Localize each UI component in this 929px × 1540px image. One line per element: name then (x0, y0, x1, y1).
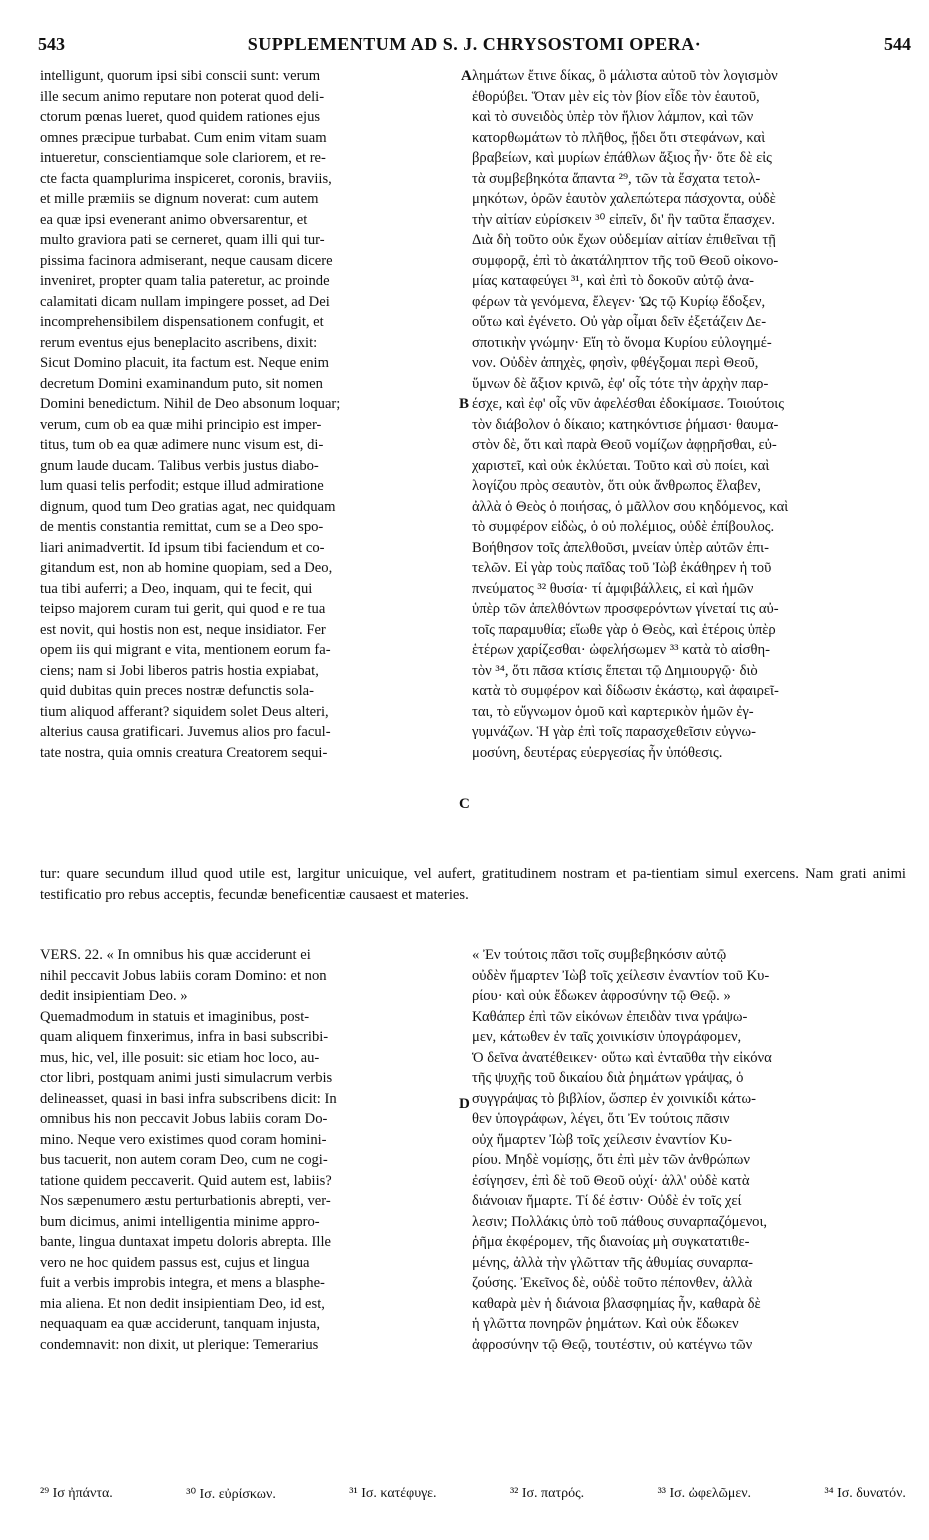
running-title: SUPPLEMENTUM AD S. J. CHRYSOSTOMI OPERA· (247, 34, 702, 54)
text-line: νον. Οὐδὲν ἀπηχὲς, φησὶν, φθέγξομαι περὶ Θεοῦ, (472, 355, 759, 371)
text-line: χαριστεῖ, καὶ οὐκ ἐκλύεται. Τοῦτο καὶ σὺ ποίει, καὶ (472, 457, 770, 474)
text-line: rerum eventus ejus beneplacito ascribens, dixit: (40, 334, 318, 351)
text-line: vero ne hoc quidem passus est, cujus et lingua (40, 1254, 310, 1271)
latin-column-upper (40, 66, 458, 763)
text-line: λογίζου πρὸς σεαυτὸν, ὅτι οὐκ ἄνθρωπος ἔλαβεν, (472, 478, 761, 494)
text-line: ea quæ ipsi evenerant animo obversarentur, et (40, 211, 308, 228)
text-line: τὴν αἰτίαν εὑρίσκειν ³⁰ εἰπεῖν, δι' ἣν ταῦτα ἔπασχεν. (472, 211, 776, 228)
text-line: verum, cum ob ea quæ mihi principio est imper- (40, 416, 322, 433)
text-line: mia aliena. Et non dedit insipientiam Deo, id est, (40, 1295, 325, 1312)
text-line: delineasset, quasi in basi infra subscribens dicit: In (40, 1090, 337, 1107)
text-line: τελῶν. Εἰ γὰρ τοὺς παῖδας τοῦ Ἰὼβ ἐκάθηρεν ἡ τοῦ (472, 560, 772, 576)
text-line: decretum Domini examinandum puto, sit nomen (40, 375, 323, 392)
text-line: gitandum est, non ab homine quopiam, sed a Deo, (40, 560, 333, 576)
text-line: Βοήθησον τοῖς ἀπελθοῦσι, μνείαν ὑπὲρ αὐτῶν ἐπι- (472, 539, 769, 556)
text-line: gnum laude ducam. Talibus verbis justus diabo- (40, 457, 319, 474)
text-line: έσχε, καὶ ἐφ' οἷς νῦν ἀφελέσθαι ἐδοκίμασε. Τοιούτοις (472, 396, 784, 412)
text-line: tate nostra, quia omnis creatura Creatorem sequi- (40, 744, 328, 761)
text-line: dedit insipientiam Deo. » (40, 988, 188, 1004)
section-marker-b: B (459, 396, 470, 412)
text-line: καθαρὰ μὲν ἡ διάνοια βλασφημίας ἦν, καθαρὰ δὲ (472, 1295, 761, 1312)
text-line: bante, lingua duntaxat impetu doloris abrepta. Ille (40, 1234, 331, 1250)
text-line: ille secum animo reputare non poterat quod deli- (40, 88, 325, 105)
text-line: pissima facinora admiserant, neque causam dicere (40, 252, 333, 269)
greek-column-lower (472, 945, 906, 1355)
text-line: est et materies. (381, 886, 469, 903)
text-line: tua tibi auferri; a Deo, inquam, qui te fecit, qui (40, 580, 313, 597)
text-line: ἀφροσύνην τῷ Θεῷ, τουτέστιν, οὐ κατέγνω τῶν (472, 1336, 753, 1353)
text-line: nihil peccavit Jobus labiis coram Domino: et non (40, 967, 327, 984)
text-line: quam aliquem finxerimus, infra in basi subscribi- (40, 1029, 329, 1045)
text-line: dignum, quod tum Deo gratias agat, nec quidquam (40, 498, 336, 515)
text-line: λημάτων ἔτινε δίκας, ὃ μάλιστα αὐτοῦ τὸν λογισμὸν (472, 68, 778, 84)
text-line: nequaquam ea quæ acciderunt, tanquam injusta, (40, 1316, 321, 1332)
footnotes (40, 1486, 906, 1503)
page-number-right: 544 (884, 34, 911, 54)
text-line: τῆς ψυχῆς τοῦ δικαίου διὰ ῥημάτων γράψας, ὁ (472, 1070, 744, 1086)
page-number-left: 543 (38, 34, 65, 54)
text-line: Quemadmodum in statuis et imaginibus, post- (40, 1008, 310, 1025)
text-line: τοῖς παραμυθία; εἴωθε γὰρ ὁ Θεὸς, καὶ ἑτέροις ὑπὲρ (472, 621, 776, 638)
text-line: lum quasi telis perfodit; estque illud admiratione (40, 478, 324, 494)
text-line: incomprehensibilem dispensationem confugit, et (40, 314, 324, 330)
text-line: Sicut Domino placuit, ita factum est. Neque enim (40, 355, 329, 371)
footnote: ³¹ Ισ. κατέφυγε. (349, 1486, 437, 1501)
text-line: ρίου. Μηδὲ νομίσῃς, ὅτι ἐπὶ μὲν τῶν ἀνθρώπων (472, 1152, 750, 1168)
text-line: est novit, qui hostis non est, neque insidiator. Fer (40, 621, 326, 638)
text-line: ῥῆμα ἐκφέρομεν, τῆς διανοίας μὴ συγκατατιθε- (472, 1234, 750, 1250)
greek-column-upper (472, 66, 906, 763)
text-line: φέρων τὰ γενόμενα, ἔλεγεν· Ὡς τῷ Κυρίῳ ἔδοξεν, (472, 293, 766, 310)
text-line: tientiam simul exercens. Nam grati animi testificatio pro rebus acceptis, fecundæ beneficentiæ causa (40, 866, 906, 903)
footnote: ³³ Ισ. ὠφελῶμεν. (657, 1486, 752, 1501)
text-line: μεν, κάτωθεν ἐν ταῖς χοινικίσιν ὑπογράφομεν, (472, 1029, 742, 1045)
text-line: βραβείων, καὶ μυρίων ἐπάθλων ἄξιος ἦν· ὅτε δὲ εἰς (472, 150, 772, 166)
text-line: mus, hic, vel, ille posuit: sic etiam hoc loco, au- (40, 1049, 320, 1066)
text-line: bum dicimus, animi intelligentia minime appro- (40, 1213, 320, 1230)
text-line: cte facta quamplurima inspiceret, coronis, braviis, (40, 170, 332, 187)
text-line: ὑπὲρ τῶν ἀπελθόντων προσφερόντων γίνεταί τις αὐ- (472, 601, 779, 617)
text-line: γυμνάζων. Ἡ γὰρ ἐπὶ τοῖς παρασχεθεῖσιν εὐγνω- (472, 724, 756, 740)
text-line: κατὰ τὸ συμφέρον καὶ δίδωσιν ἑκάστῳ, καὶ ἀφαιρεῖ- (472, 683, 779, 699)
text-line: συμφορᾷ, ἐπὶ τὸ ἀκατάληπτον τῆς τοῦ Θεοῦ οἰκονο- (472, 252, 779, 269)
footnote: ³⁴ Ισ. δυνατόν. (824, 1486, 906, 1501)
text-line: ἑτέρων χαρίζεσθαι· ὠφελήσωμεν ³³ κατὰ τὸ αἰσθη- (472, 642, 770, 658)
text-line: omnibus his non peccavit Jobus labiis coram Do- (40, 1111, 328, 1127)
text-line: συγγράψας τὸ βιβλίον, ὥσπερ ἐν χοινικίδι κάτω- (472, 1090, 757, 1107)
footnote: ²⁹ Ισ ἠπάντα. (40, 1486, 113, 1501)
text-line: omnes præcipue turbabat. Cum enim vitam suam (40, 129, 327, 146)
text-line: Nos sæpenumero æstu perturbationis abrepti, ver- (40, 1193, 331, 1209)
text-line: θεν ὑπογράφων, λέγει, ὅτι Ἐν τούτοις πᾶσιν (472, 1111, 730, 1127)
text-line: ὕμνων δὲ ἄξιον κρινῶ, ἐφ' οἷς τότε τὴν ἀρχὴν παρ- (472, 375, 769, 392)
text-line: ται, τὸ εὔγνωμον ὁμοῦ καὶ καρτερικὸν ἡμῶν ἐγ- (472, 703, 754, 720)
text-line: intueretur, conscientiamque sole clariorem, et re- (40, 150, 326, 166)
text-line: οὐχ ἥμαρτεν Ἰὼβ τοῖς χείλεσιν ἐναντίον Κυ- (472, 1131, 733, 1148)
text-line: ἐθορύβει. Ὅταν μὲν εἰς τὸν βίον εἶδε τὸν ἑαυτοῦ, (472, 88, 760, 105)
text-line: mino. Neque vero existimes quod coram homini- (40, 1131, 327, 1148)
text-line: μοσύνη, δευτέρας εὐεργεσίας ἦν ὑπόθεσις. (472, 744, 723, 761)
text-line: διάνοιαν ἥμαρτε. Τί δέ ἐστιν· Οὐδὲ ἐν τοῖς χεί (472, 1193, 742, 1209)
section-marker-c: C (459, 796, 470, 812)
text-line: VERS. 22. « In omnibus his quæ acciderunt ei (40, 947, 311, 963)
page-header (38, 34, 911, 60)
text-line: ctorum pœnas lueret, quod quidem rationes ejus (40, 109, 321, 125)
text-line: ρίου· καὶ οὐκ ἔδωκεν ἀφροσύνην τῷ Θεῷ. » (472, 988, 731, 1004)
text-line: ἡ γλῶττα πονηρῶν ῥημάτων. Καὶ οὐκ ἔδωκεν (472, 1316, 739, 1332)
text-line: σποτικὴν γνώμην· Εἴη τὸ ὄνομα Κυρίου εὐλογημέ- (472, 334, 772, 351)
text-line: titus, tum ob ea quæ adimere nunc visum est, di- (40, 437, 324, 453)
text-line: τὸν διάβολον ὁ δίκαιο; κατηκόντισε ῥήμασι· θαυμα- (472, 416, 779, 433)
text-line: quid dubitas quin preces nostræ defunctis sola- (40, 683, 314, 699)
text-line: multo graviora pati se cerneret, quam illi qui tur- (40, 232, 325, 248)
text-line: οὕτω καὶ ἐγένετο. Οὐ γὰρ οἶμαι δεῖν ἐξετάζειν Δε- (472, 314, 767, 330)
text-line: Διὰ δὴ τοῦτο οὐκ ἔχων οὐδεμίαν αἰτίαν ἐπιθεῖναι τῇ (472, 232, 776, 248)
text-line: inveniret, propter quam talia pateretur, ac proinde (40, 273, 330, 289)
text-line: tur: quare secundum illud quod utile est, largitur unicuique, vel aufert, gratitudinem nostram et pa- (40, 866, 652, 882)
text-line: liari animadvertit. Id ipsum tibi faciendum et co- (40, 539, 325, 556)
text-line: calamitati dicam nullam impingere posset, ad Dei (40, 293, 330, 310)
text-line: μίας καταφεύγει ³¹, καὶ ἐπὶ τὸ δοκοῦν αὐτῷ ἀνα- (472, 273, 754, 289)
text-line: κατορθωμάτων τὸ πλῆθος, ᾔδει ὅτι στεφάνων, καὶ (472, 129, 766, 146)
text-line: Domini benedictum. Nihil de Deo absonum loquar; (40, 396, 341, 412)
text-line: fuit a verbis improbis integra, et mens a blasphe- (40, 1275, 325, 1291)
text-line: μένης, ἀλλὰ τὴν γλῶτταν τῆς ἀθυμίας συναρπα- (472, 1254, 753, 1271)
footnote: ³² Ισ. πατρός. (509, 1486, 585, 1501)
latin-column-lower (40, 945, 458, 1355)
text-line: τὸ συμφέρον εἰδὼς, ὁ οὐ πολέμιος, οὐδὲ ἐπίβουλος. (472, 519, 775, 535)
text-line: πνεύματος ³² θυσία· τί ἀμφιβάλλεις, εἰ καὶ ἡμῶν (472, 580, 754, 597)
text-line: στὸν δὲ, ὅτι καὶ παρὰ Θεοῦ νομίζων ἀφῃρῆσθαι, εὐ- (472, 437, 777, 453)
text-line: alterius causa gratificari. Juvemus alios pro facul- (40, 724, 331, 740)
text-line: et mille præmiis se dignum noverat: cum autem (40, 191, 319, 207)
section-marker-d: D (459, 1096, 470, 1112)
text-line: τὰ συμβεβηκότα ἅπαντα ²⁹, τῶν τὰ ἔσχατα τετολ- (472, 170, 761, 187)
text-line: λεσιν; Πολλάκις ὑπὸ τοῦ πάθους συναρπαζόμενοι, (472, 1213, 768, 1230)
text-line: ctor libri, postquam animi justi simulacrum verbis (40, 1070, 333, 1086)
section-marker-a: A (461, 68, 472, 84)
text-line: opem iis qui migrant e vita, mentionem eorum fa- (40, 642, 331, 658)
text-line: intelligunt, quorum ipsi sibi conscii sunt: verum (40, 68, 321, 84)
text-line: tium aliquod afferant? siquidem solet Deus alteri, (40, 703, 329, 720)
text-line: ζούσης. Ἐκεῖνος δὲ, οὐδὲ τοῦτο πέπονθεν, ἀλλὰ (472, 1275, 753, 1291)
text-line: οὐδὲν ἥμαρτεν Ἰὼβ τοῖς χείλεσιν ἐναντίον τοῦ Κυ- (472, 967, 770, 984)
text-line: condemnavit: non dixit, ut plerique: Temerarius (40, 1336, 319, 1353)
text-line: Καθάπερ ἐπὶ τῶν εἰκόνων ἐπειδὰν τινα γράψω- (472, 1008, 748, 1025)
text-line: τὸν ³⁴, ὅτι πᾶσα κτίσις ἕπεται τῷ Δημιουργῷ· διὸ (472, 662, 758, 679)
text-line: bus tacuerit, non autem coram Deo, cum ne cogi- (40, 1152, 328, 1168)
text-line: ἐσίγησεν, ἐπὶ δὲ τοῦ Θεοῦ οὐχί· ἀλλ' οὐδὲ κατὰ (472, 1172, 750, 1189)
text-line: ciens; nam si Jobi liberos patris hostia expiabat, (40, 662, 319, 679)
text-line: ἀλλὰ ὁ Θεὸς ὁ ποιήσας, ὁ μᾶλλον σου κηδόμενος, καὶ (472, 498, 789, 515)
footnote: ³⁰ Ισ. εὐρίσκων. (186, 1487, 276, 1502)
text-line: de mentis constantia remittat, cum se a Deo spo- (40, 519, 324, 535)
text-line: καὶ τὸ συνειδὸς ὑπὲρ τὸν ἥλιον λάμπον, καὶ τῶν (472, 109, 754, 125)
text-line: μηκότων, ὁρῶν ἑαυτὸν χαλεπώτερα πάσχοντα, οὐδὲ (472, 191, 776, 207)
text-line: tatione quidem peccaverit. Quid autem est, labiis? (40, 1172, 332, 1189)
full-width-paragraph (40, 864, 906, 905)
text-line: teipso majorem curam tui gerit, qui quod e re tua (40, 601, 326, 617)
text-line: Ὁ δεῖνα ἀνατέθεικεν· οὕτω καὶ ἐνταῦθα τὴν εἰκόνα (472, 1049, 772, 1066)
text-line: « Ἐν τούτοις πᾶσι τοῖς συμβεβηκόσιν αὐτῷ (472, 947, 727, 963)
